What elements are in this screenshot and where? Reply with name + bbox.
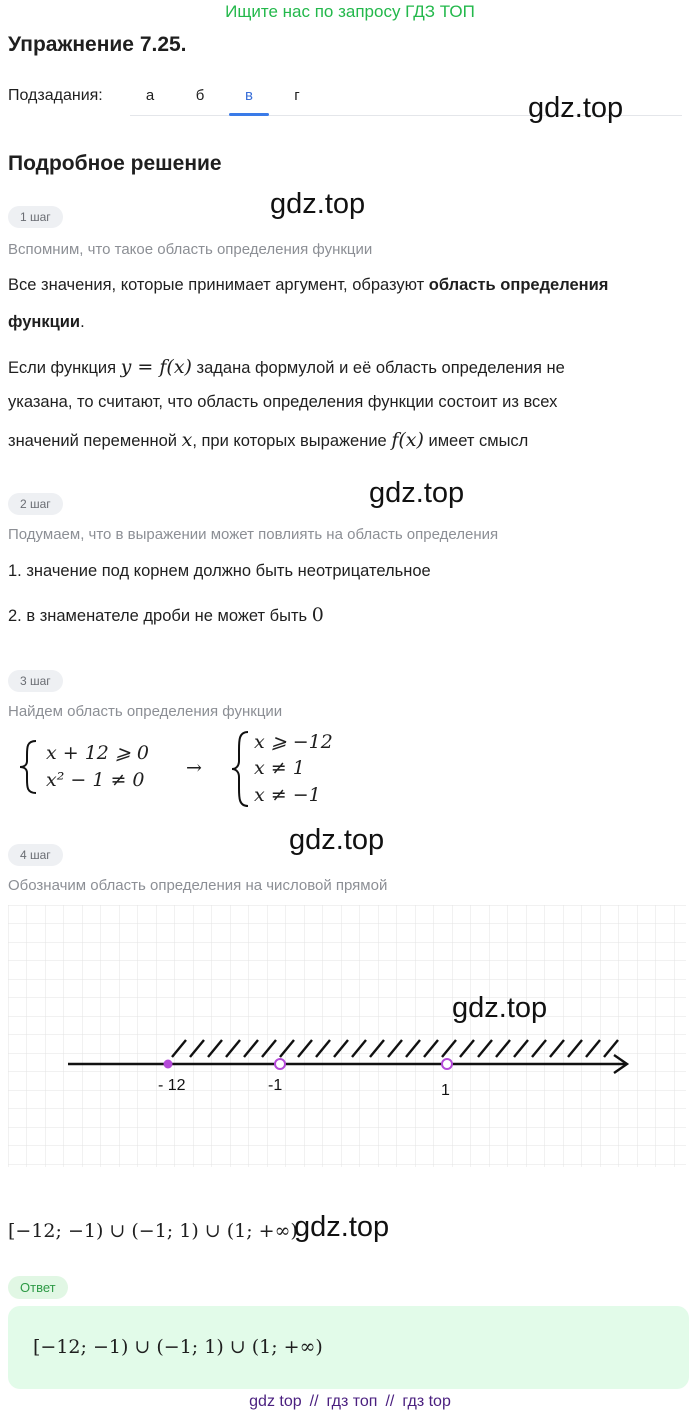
text: 2. в знаменателе дроби не может быть [8, 607, 312, 625]
list-item: 1. значение под корнем должно быть неотрицательное [8, 562, 431, 580]
list-item [8, 604, 324, 626]
arrow: → [186, 757, 202, 779]
answer-badge: Ответ [8, 1276, 68, 1299]
formula-y-fx: y = f(x) [120, 356, 192, 378]
footer-link[interactable]: gdz top [249, 1393, 302, 1410]
footer-link[interactable]: гдз топ [326, 1393, 378, 1410]
step-badge: 4 шаг [8, 844, 63, 866]
formula-fx: f(x) [391, 429, 424, 451]
top-banner: Ищите нас по запросу ГДЗ ТОП [225, 2, 475, 21]
system-eq-5: x ≠ −1 [254, 784, 321, 806]
watermark: gdz.top [289, 824, 385, 856]
answer-formula: [−12; −1) ∪ (−1; 1) ∪ (1; +∞) [33, 1336, 323, 1358]
step-hint: Обозначим область определения на числовой прямой [8, 877, 388, 894]
tab-b[interactable]: б [195, 87, 205, 104]
footer-separator: // [385, 1393, 395, 1410]
watermark: gdz.top [528, 92, 624, 124]
definition-bold: область определения [428, 276, 609, 294]
text: , при которых выражение [192, 432, 392, 450]
system-eq-1: x + 12 ⩾ 0 [46, 742, 149, 764]
section-title: Подробное решение [8, 152, 222, 175]
text: задана формулой и её область определения не [191, 359, 565, 377]
step-hint: Найдем область определения функции [8, 703, 283, 720]
zero-value: 0 [311, 604, 324, 626]
page-title: Упражнение 7.25. [8, 33, 187, 56]
tab-g[interactable]: г [294, 87, 300, 104]
active-tab-indicator [229, 113, 269, 116]
step-hint: Подумаем, что в выражении может повлиять на область определения [8, 526, 499, 543]
var-x: x [181, 429, 193, 451]
system-eq-4: x ≠ 1 [254, 757, 305, 779]
watermark: gdz.top [452, 992, 548, 1024]
text: значений переменной [8, 432, 182, 450]
system-eq-2: x² − 1 ≠ 0 [46, 769, 145, 791]
label-1: 1 [441, 1082, 450, 1099]
footer-separator: // [309, 1393, 319, 1410]
definition-bold-2: функции [8, 313, 81, 331]
paragraph-line-2 [8, 393, 557, 412]
system-eq-3: x ⩾ −12 [254, 731, 333, 753]
point-1 [442, 1059, 452, 1069]
step-badge: 1 шаг [8, 206, 63, 228]
number-line-figure [8, 905, 686, 1167]
definition-end: . [80, 313, 85, 331]
definition-line-1 [8, 276, 608, 295]
step-badge: 2 шаг [8, 493, 63, 515]
definition-line-2 [8, 313, 85, 332]
step-badge: 3 шаг [8, 670, 63, 692]
subtasks-label: Подзадания: [8, 87, 103, 104]
watermark: gdz.top [270, 188, 366, 220]
label-minus-12: - 12 [158, 1077, 186, 1094]
definition-text: Все значения, которые принимает аргумент, образуют [8, 276, 429, 294]
footer-link[interactable]: гдз top [402, 1393, 451, 1410]
tab-v[interactable]: в [245, 87, 253, 104]
point-minus-1 [275, 1059, 285, 1069]
answer-box [8, 1306, 689, 1389]
point-minus-12 [164, 1060, 173, 1069]
label-minus-1: -1 [268, 1077, 283, 1094]
watermark: gdz.top [294, 1211, 390, 1243]
paragraph-line-3 [8, 429, 528, 451]
result-formula: [−12; −1) ∪ (−1; 1) ∪ (1; +∞) [8, 1220, 298, 1242]
grid [8, 905, 686, 1167]
footer-links [0, 1393, 700, 1411]
text: указана, то считают, что область определения функции состоит из всех [8, 393, 558, 411]
paragraph-line-1 [8, 356, 565, 378]
text: имеет смысл [423, 432, 529, 450]
tab-a[interactable]: а [145, 87, 155, 104]
step-hint: Вспомним, что такое область определения функции [8, 241, 373, 258]
text: Если функция [8, 359, 121, 377]
watermark: gdz.top [369, 477, 465, 509]
